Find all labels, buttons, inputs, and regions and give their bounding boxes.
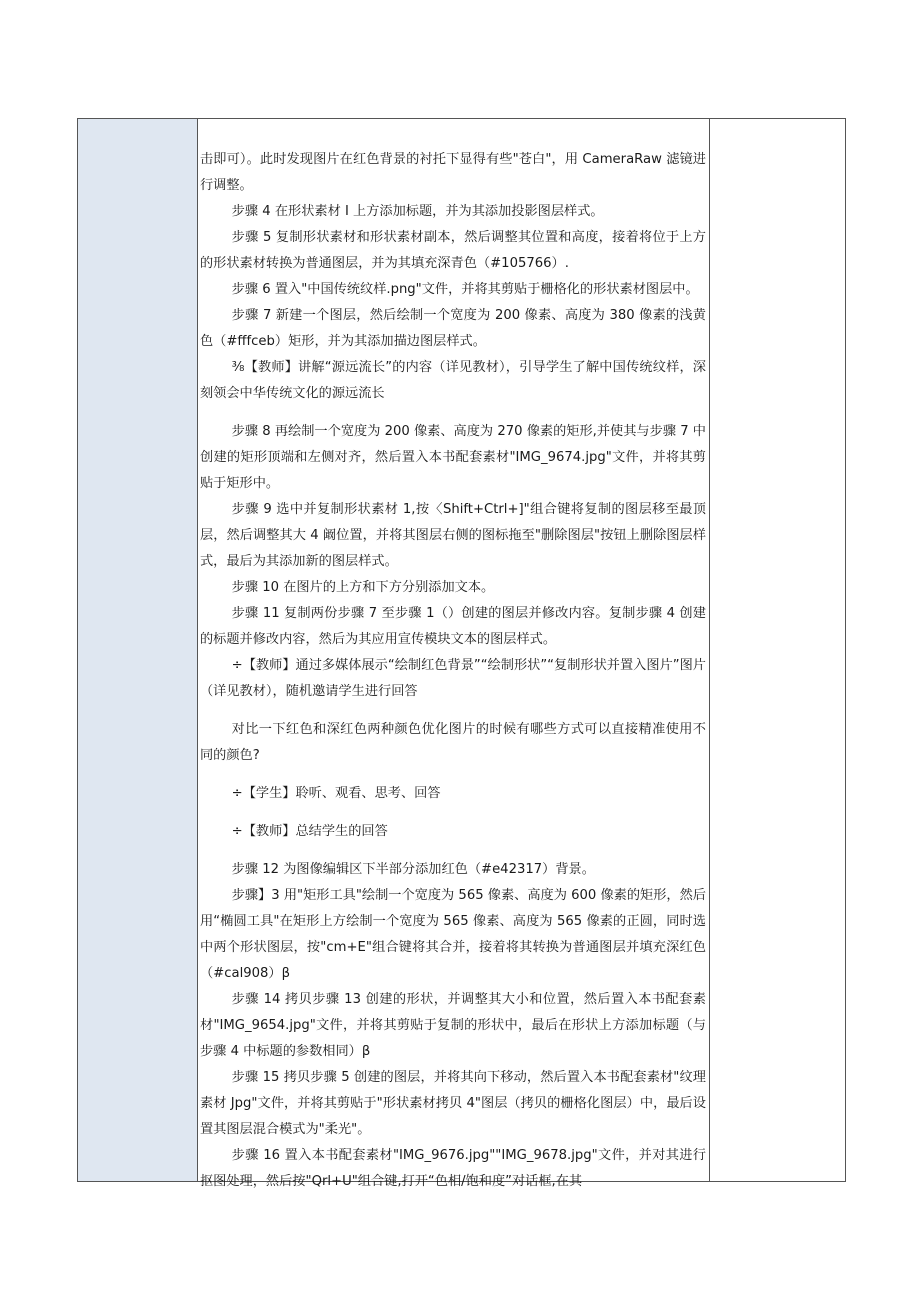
paragraph: 步骤 14 拷贝步骤 13 创建的形状，并调整其大小和位置，然后置入本书配套素材"IMG_9654.jpg"文件，并将其剪贴于复制的形状中，最后在形状上方添加标题（与步骤 4 中标题的参数相同）β bbox=[200, 992, 706, 1059]
paragraph: ⅜【教师】讲解“源远流长”的内容（详见教材），引导学生了解中国传统纹样，深刻领会中华传统文化的源远流长 bbox=[200, 360, 706, 401]
paragraph-spacer bbox=[200, 407, 706, 419]
paragraph-spacer bbox=[200, 769, 706, 781]
table-right-cell bbox=[710, 119, 845, 1181]
paragraph: 步骤 8 再绘制一个宽度为 200 像素、高度为 270 像素的矩形,并使其与步骤 7 中创建的矩形顶端和左侧对齐，然后置入本书配套素材"IMG_9674.jpg"文件，并将其剪贴于矩形中。 bbox=[200, 424, 706, 491]
paragraph-spacer bbox=[200, 705, 706, 717]
paragraph-spacer bbox=[200, 807, 706, 819]
step-text-body bbox=[198, 147, 709, 1195]
paragraph: 步骤 15 拷贝步骤 5 创建的图层，并将其向下移动，然后置入本书配套素材"纹理素材 Jpg"文件，并将其剪贴于"形状素材拷贝 4"图层（拷贝的栅格化图层）中，最后设置其图层混合模式为"柔光"。 bbox=[200, 1070, 706, 1137]
table-left-cell bbox=[78, 119, 198, 1181]
paragraph: 步骤 10 在图片的上方和下方分别添加文本。 bbox=[231, 580, 495, 595]
lesson-table bbox=[77, 118, 846, 1189]
table-content-cell bbox=[198, 119, 710, 1189]
paragraph: 步骤 4 在形状素材 I 上方添加标题，并为其添加投影图层样式。 bbox=[231, 204, 604, 219]
paragraph: 步骤 16 置入本书配套素材"IMG_9676.jpg""IMG_9678.jpg"文件，并对其进行抠图处理，然后按"Qrl+U"组合键,打开“色相/饱和度”对话框,在其 bbox=[200, 1148, 706, 1189]
paragraph: 击即可）。此时发现图片在红色背景的衬托下显得有些"苍白"，用 CameraRaw 滤镜进行调整。 bbox=[200, 152, 706, 193]
paragraph: 对比一下红色和深红色两种颜色优化图片的时候有哪些方式可以直接精准使用不同的颜色? bbox=[200, 722, 706, 763]
paragraph: 步骤 7 新建一个图层，然后绘制一个宽度为 200 像素、高度为 380 像素的浅黄色（#fffceb）矩形，并为其添加描边图层样式。 bbox=[200, 308, 706, 349]
paragraph: ÷【教师】总结学生的回答 bbox=[231, 824, 388, 839]
paragraph: 步骤 5 复制形状素材和形状素材副本，然后调整其位置和高度，接着将位于上方的形状素材转换为普通图层，并为其填充深青色（#105766）. bbox=[200, 230, 706, 271]
paragraph: 步骤 12 为图像编辑区下半部分添加红色（#e42317）背景。 bbox=[231, 862, 595, 877]
paragraph: 步骤 6 置入"中国传统纹样.png"文件，并将其剪贴于栅格化的形状素材图层中。 bbox=[231, 282, 699, 297]
paragraph: ÷【教师】通过多媒体展示“绘制红色背景”“绘制形状”“复制形状并置入图片”图片（详见教材），随机邀请学生进行回答 bbox=[200, 658, 706, 699]
paragraph: ÷【学生】聆听、观看、思考、回答 bbox=[231, 786, 441, 801]
paragraph-spacer bbox=[200, 845, 706, 857]
paragraph: 步骤】3 用"矩形工具"绘制一个宽度为 565 像素、高度为 600 像素的矩形，然后用“椭圆工具"在矩形上方绘制一个宽度为 565 像素、高度为 565 像素的正圆，同时选中两个形状图层，按"cm+E"组合键将其合并，接着将其转换为普通图层并填充深红色（#cal908）β bbox=[200, 888, 706, 981]
paragraph: 步骤 11 复制两份步骤 7 至步骤 1（）创建的图层并修改内容。复制步骤 4 创建的标题并修改内容，然后为其应用宣传模块文本的图层样式。 bbox=[200, 606, 706, 647]
paragraph: 步骤 9 选中并复制形状素材 1,按〈Shift+Ctrl+]"组合键将复制的图层移至最顶层，然后调整其大 4 阚位置，并将其图层右侧的图标拖至"删除图层"按钮上删除图层样式，最后为其添加新的图层样式。 bbox=[200, 502, 706, 569]
